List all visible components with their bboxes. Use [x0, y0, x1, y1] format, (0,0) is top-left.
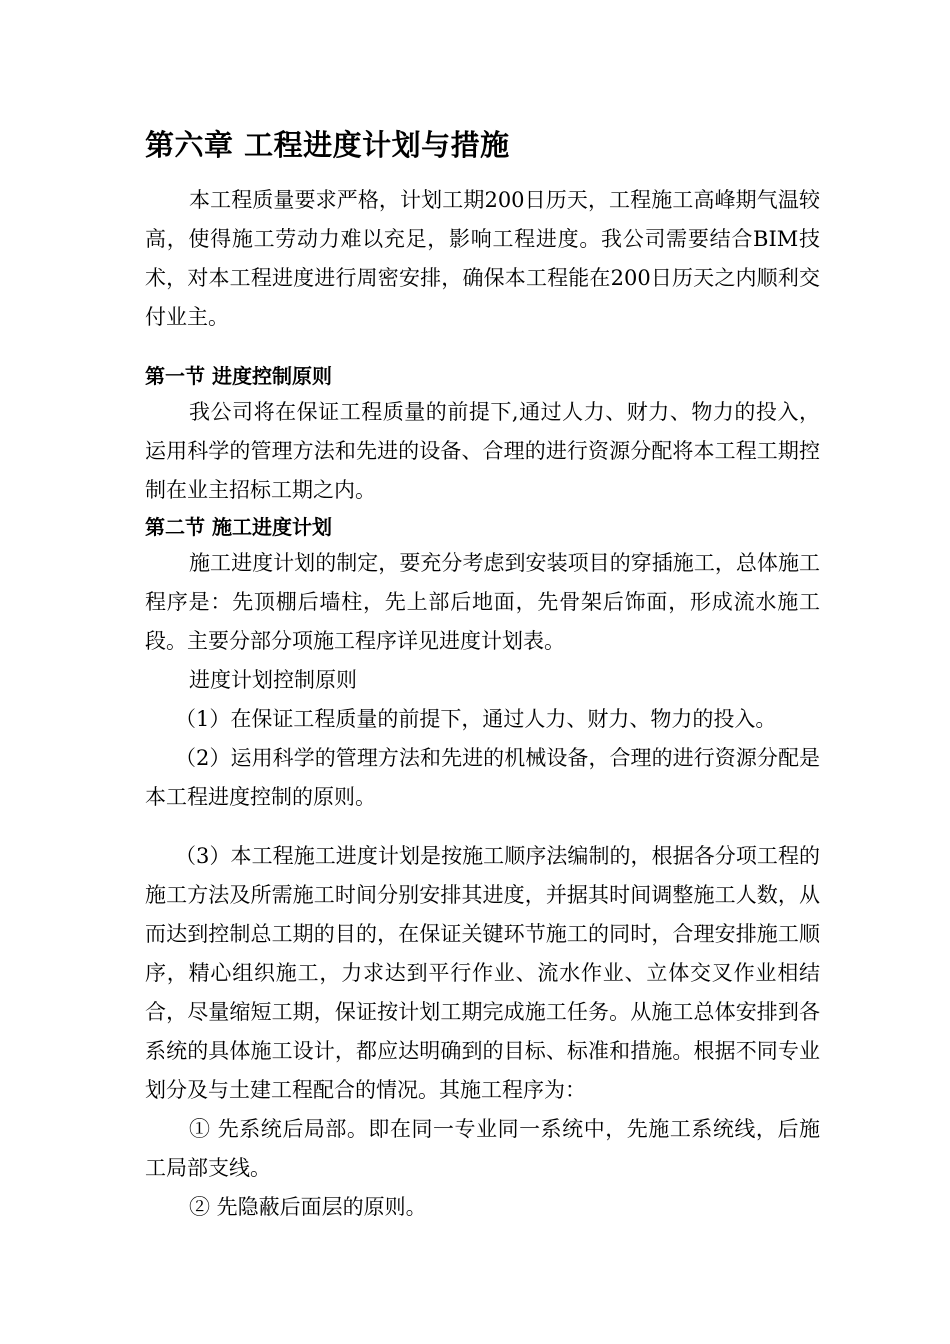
paragraph-gap: [145, 817, 820, 837]
section-1-paragraph: 我公司将在保证工程质量的前提下,通过人力、财力、物力的投入，运用科学的管理方法和先进的设备、合理的进行资源分配将本工程工期控制在业主招标工期之内。: [145, 400, 820, 502]
intro-paragraph: 本工程质量要求严格，计划工期200日历天，工程施工高峰期气温较高，使得施工劳动力难以充足，影响工程进度。我公司需要结合BIM技术，对本工程进度进行周密安排，确保本工程能在200日历天之内顺利交付业主。: [145, 188, 820, 329]
principle-item-1: （1）在保证工程质量的前提下，通过人力、财力、物力的投入。: [175, 707, 777, 731]
chapter-title: 第六章 工程进度计划与措施: [145, 128, 510, 162]
document-page: [145, 123, 820, 1227]
section-1-title: 第一节 进度控制原则: [145, 364, 332, 388]
section-2-title: 第二节 施工进度计划: [145, 515, 332, 539]
procedure-step-2: ② 先隐蔽后面层的原则。: [189, 1195, 427, 1219]
principles-heading: 进度计划控制原则: [189, 668, 357, 692]
section-2-paragraph: 施工进度计划的制定，要充分考虑到安装项目的穿插施工，总体施工程序是：先顶棚后墙柱，先上部后地面，先骨架后饰面，形成流水施工段。主要分部分项施工程序详见进度计划表。: [145, 551, 820, 653]
principle-item-3: （3）本工程施工进度计划是按施工顺序法编制的，根据各分项工程的施工方法及所需施工时间分别安排其进度，并据其时间调整施工人数，从而达到控制总工期的目的，在保证关键环节施工的同时，合理安排施工顺序，精心组织施工，力求达到平行作业、流水作业、立体交叉作业相结合，尽量缩短工期，保证按计划工期完成施工任务。从施工总体安排到各系统的具体施工设计，都应达明确到的目标、标准和措施。根据不同专业划分及与土建工程配合的情况。其施工程序为：: [145, 844, 820, 1102]
procedure-step-1: ① 先系统后局部。即在同一专业同一系统中，先施工系统线，后施工局部支线。: [145, 1117, 820, 1180]
principle-item-2: （2）运用科学的管理方法和先进的机械设备，合理的进行资源分配是本工程进度控制的原则。: [145, 746, 820, 809]
